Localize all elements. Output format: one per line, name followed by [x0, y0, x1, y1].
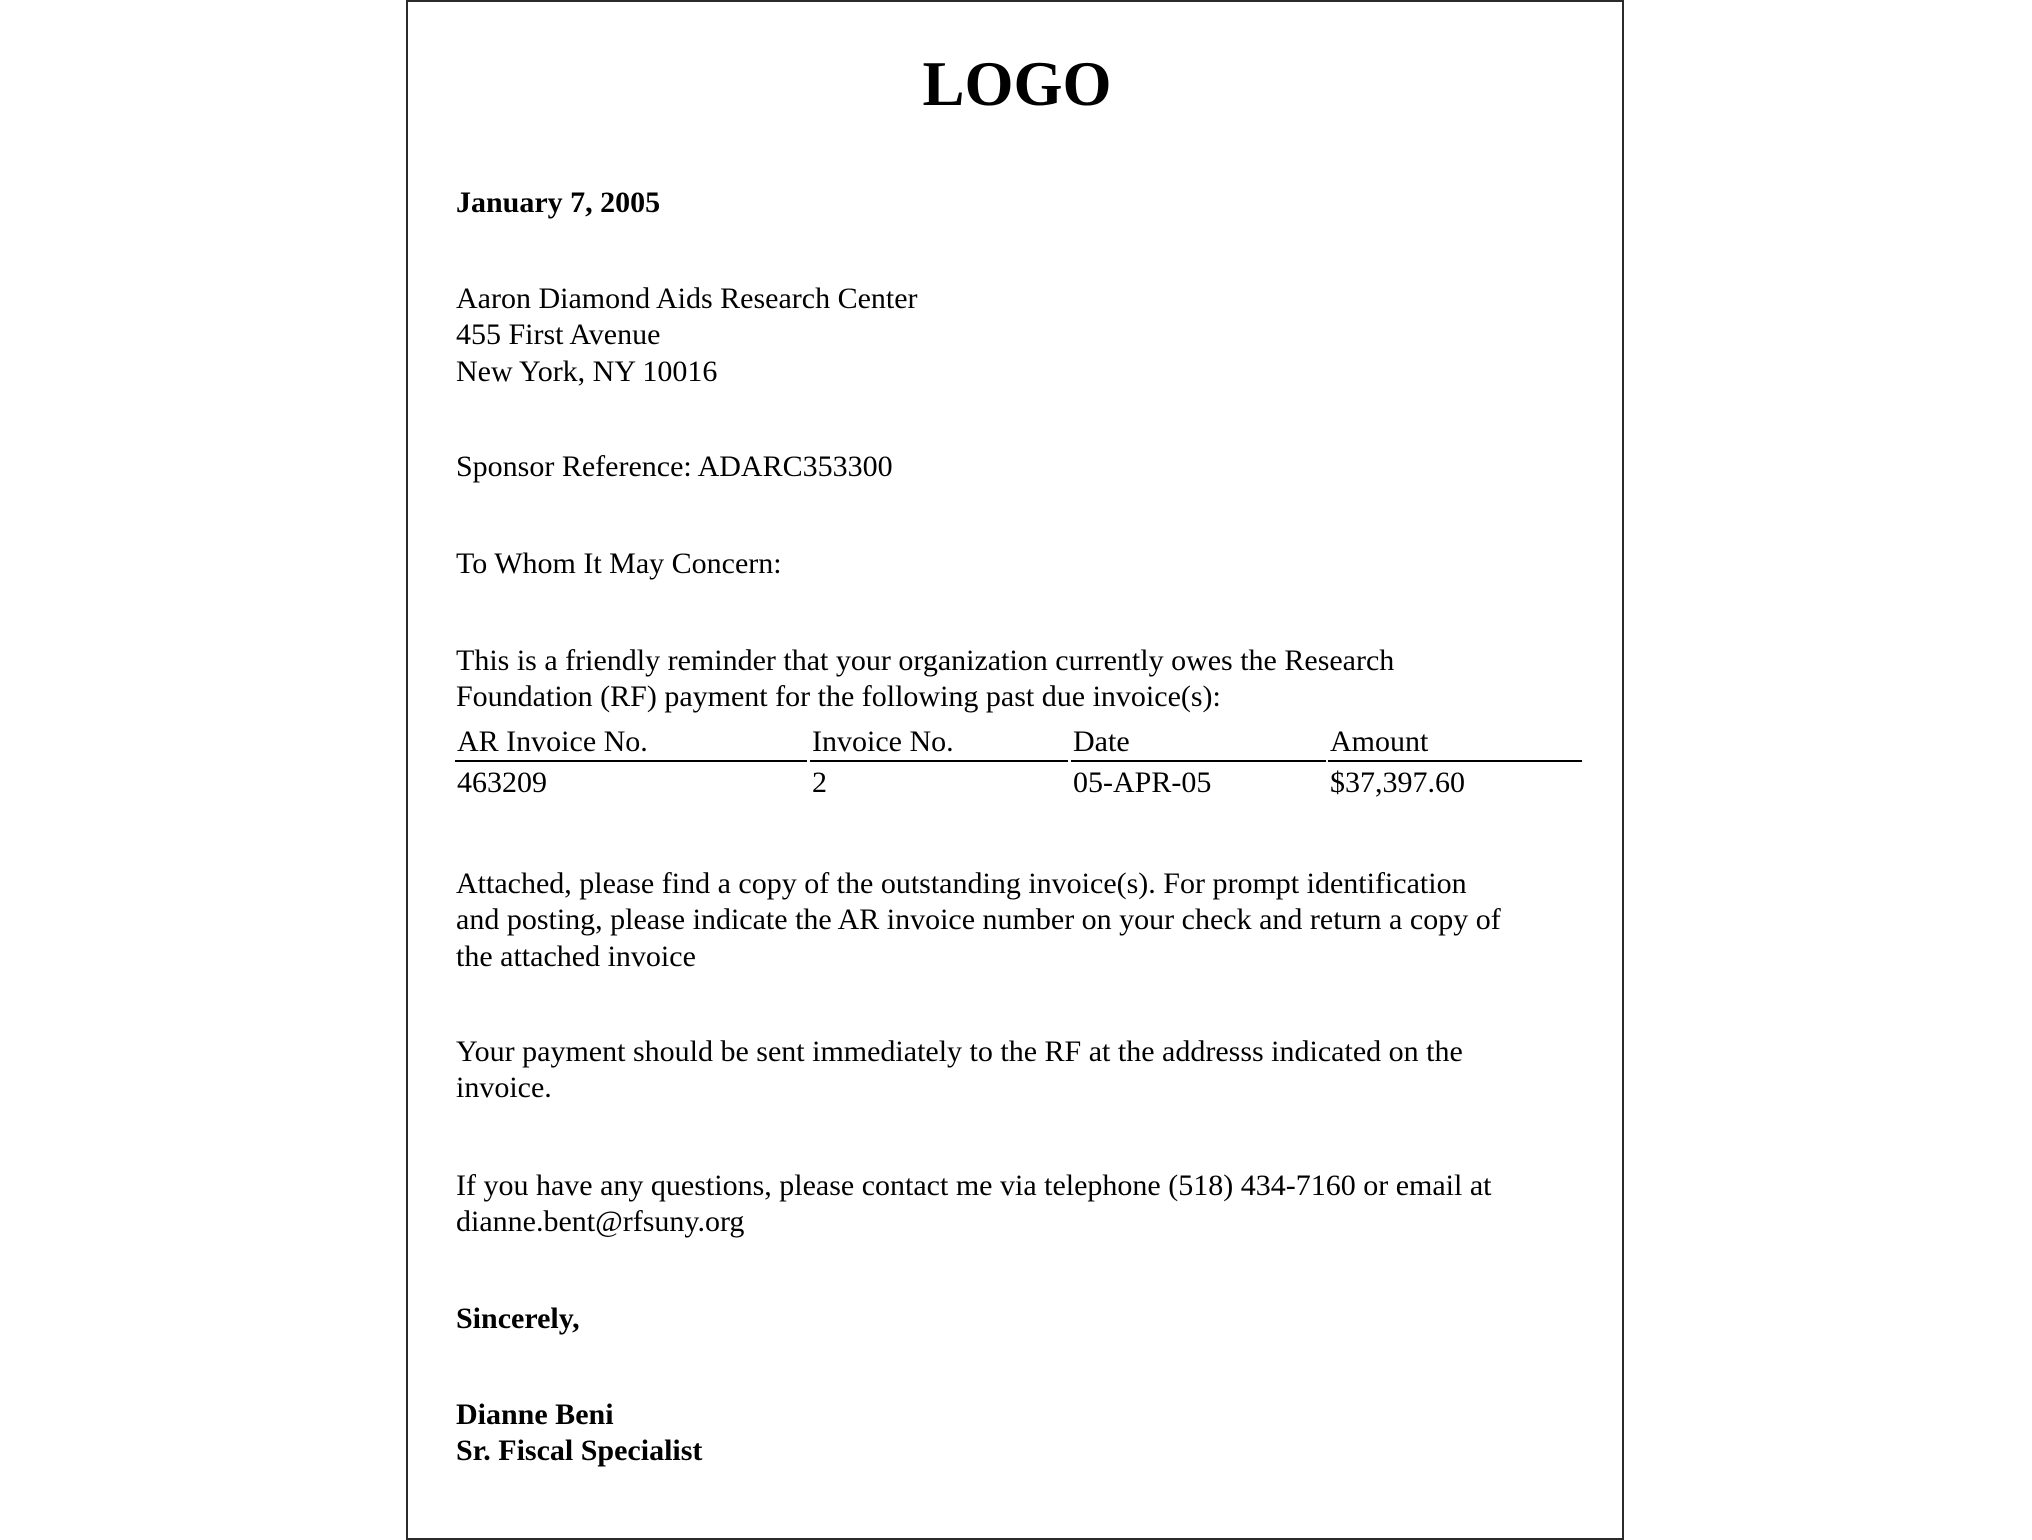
contact-paragraph: [456, 1168, 1492, 1241]
paragraph-line: the attached invoice: [456, 939, 696, 973]
letter-date: [456, 185, 660, 222]
table-header-invoice-no: Invoice No.: [810, 724, 1068, 762]
intro-line: This is a friendly reminder that your organization currently owes the Research: [456, 643, 1395, 677]
recipient-street: 455 First Avenue: [456, 318, 661, 351]
paragraph-line: If you have any questions, please contact me via telephone (518) 434-7160 or email at: [456, 1168, 1492, 1202]
paragraph-line: Attached, please find a copy of the outstanding invoice(s). For prompt identification: [456, 866, 1467, 900]
cell-ar-invoice-no: 463209: [457, 765, 547, 799]
paragraph-line: invoice.: [456, 1071, 552, 1104]
contact-email: dianne.bent@rfsuny.org: [456, 1205, 745, 1238]
date-text: January 7, 2005: [456, 185, 661, 219]
logo: LOGO: [922, 49, 1112, 119]
table-header-amount: Amount: [1328, 724, 1582, 762]
payment-paragraph: [456, 1034, 1463, 1107]
intro-paragraph: [456, 643, 1394, 716]
sponsor-reference: [456, 449, 893, 486]
signer-title: Sr. Fiscal Specialist: [456, 1434, 703, 1467]
salutation: [456, 546, 782, 583]
cell-date: 05-APR-05: [1073, 765, 1212, 799]
intro-line: Foundation (RF) payment for the following past due invoice(s):: [456, 680, 1221, 713]
cell-amount: $37,397.60: [1330, 765, 1465, 799]
attached-paragraph: [456, 866, 1501, 976]
signer-name: Dianne Beni: [456, 1397, 614, 1431]
paragraph-line: Your payment should be sent immediately to the RF at the addresss indicated on the: [456, 1034, 1463, 1068]
cell-invoice-no: 2: [812, 765, 827, 799]
recipient-name: Aaron Diamond Aids Research Center: [456, 281, 918, 315]
closing-text: Sincerely,: [456, 1301, 580, 1335]
paragraph-line: and posting, please indicate the AR invoice number on your check and return a copy of: [456, 903, 1501, 936]
signature-block: [456, 1397, 702, 1470]
table-header-ar-invoice-no: AR Invoice No.: [455, 724, 807, 762]
table-header-date: Date: [1071, 724, 1326, 762]
salutation-text: To Whom It May Concern:: [456, 546, 782, 580]
recipient-address: [456, 281, 918, 391]
closing: [456, 1301, 580, 1338]
sponsor-reference-text: Sponsor Reference: ADARC353300: [456, 449, 893, 483]
recipient-city: New York, NY 10016: [456, 354, 718, 388]
